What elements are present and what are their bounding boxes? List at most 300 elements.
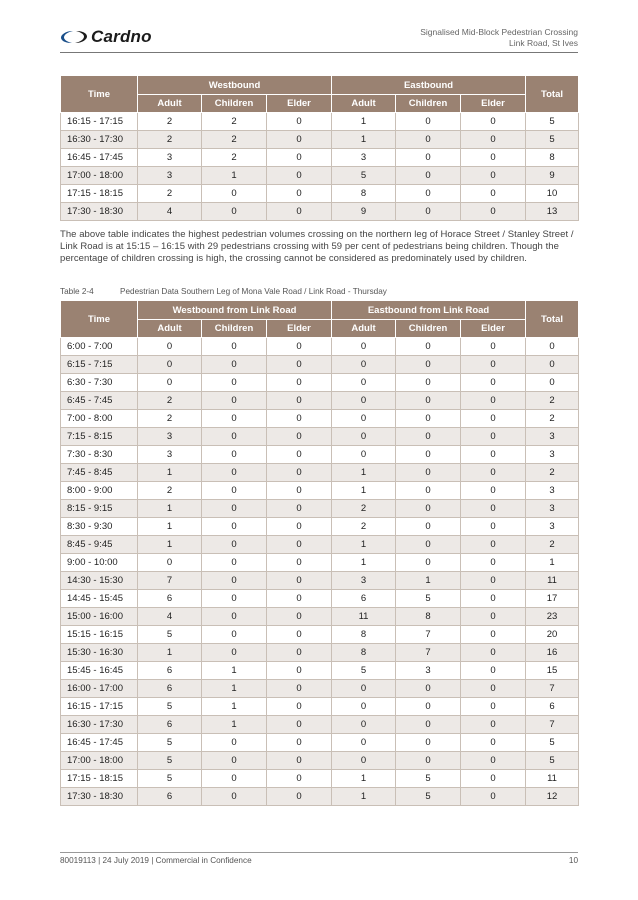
column-header-total: Total (526, 301, 579, 338)
count-cell: 0 (332, 374, 396, 392)
count-cell: 0 (202, 518, 267, 536)
count-cell: 5 (138, 626, 202, 644)
table-row (61, 338, 579, 356)
count-cell: 11 (332, 608, 396, 626)
count-cell: 9 (332, 203, 396, 221)
count-cell: 0 (267, 185, 332, 203)
table-row (61, 752, 579, 770)
count-cell: 3 (138, 428, 202, 446)
count-cell: 8 (396, 608, 461, 626)
time-cell: 16:45 - 17:45 (61, 149, 138, 167)
time-cell: 6:30 - 7:30 (61, 374, 138, 392)
count-cell: 0 (332, 392, 396, 410)
table-row (61, 428, 579, 446)
count-cell: 5 (332, 662, 396, 680)
count-cell: 1 (202, 716, 267, 734)
table-row (61, 410, 579, 428)
column-group-westbound: Westbound (138, 76, 332, 95)
count-cell: 0 (396, 536, 461, 554)
count-cell: 0 (202, 410, 267, 428)
table-row (61, 716, 579, 734)
count-cell: 5 (396, 788, 461, 806)
time-cell: 7:45 - 8:45 (61, 464, 138, 482)
count-cell: 2 (332, 518, 396, 536)
time-cell: 15:00 - 16:00 (61, 608, 138, 626)
count-cell: 6 (138, 662, 202, 680)
count-cell: 0 (202, 734, 267, 752)
count-cell: 3 (332, 572, 396, 590)
count-cell: 0 (267, 644, 332, 662)
table-body (61, 338, 579, 806)
count-cell: 0 (461, 374, 526, 392)
count-cell: 6 (138, 680, 202, 698)
count-cell: 0 (267, 590, 332, 608)
time-cell: 16:15 - 17:15 (61, 698, 138, 716)
count-cell: 0 (202, 608, 267, 626)
count-cell: 0 (461, 185, 526, 203)
footer-divider (60, 852, 578, 853)
count-cell: 0 (396, 203, 461, 221)
count-cell: 1 (138, 500, 202, 518)
count-cell: 0 (202, 338, 267, 356)
count-cell: 0 (461, 446, 526, 464)
count-cell: 0 (461, 788, 526, 806)
column-header-elder: Elder (461, 320, 526, 338)
count-cell: 0 (267, 482, 332, 500)
total-cell: 2 (526, 536, 579, 554)
table-row (61, 590, 579, 608)
column-header-children: Children (396, 95, 461, 113)
count-cell: 0 (461, 572, 526, 590)
count-cell: 0 (396, 149, 461, 167)
table-row (61, 131, 579, 149)
count-cell: 0 (202, 500, 267, 518)
count-cell: 0 (332, 338, 396, 356)
count-cell: 0 (461, 518, 526, 536)
time-cell: 6:45 - 7:45 (61, 392, 138, 410)
total-cell: 3 (526, 428, 579, 446)
count-cell: 0 (202, 392, 267, 410)
count-cell: 0 (202, 536, 267, 554)
count-cell: 0 (267, 626, 332, 644)
count-cell: 0 (396, 113, 461, 131)
total-cell: 1 (526, 554, 579, 572)
count-cell: 0 (332, 716, 396, 734)
count-cell: 1 (332, 482, 396, 500)
table-row (61, 644, 579, 662)
time-cell: 17:30 - 18:30 (61, 788, 138, 806)
count-cell: 0 (202, 356, 267, 374)
count-cell: 0 (332, 446, 396, 464)
count-cell: 0 (461, 131, 526, 149)
count-cell: 0 (138, 554, 202, 572)
count-cell: 0 (202, 770, 267, 788)
total-cell: 13 (526, 203, 579, 221)
count-cell: 0 (267, 770, 332, 788)
count-cell: 8 (332, 644, 396, 662)
total-cell: 16 (526, 644, 579, 662)
time-cell: 17:00 - 18:00 (61, 167, 138, 185)
count-cell: 0 (267, 608, 332, 626)
total-cell: 2 (526, 464, 579, 482)
count-cell: 0 (461, 203, 526, 221)
table-row (61, 203, 579, 221)
total-cell: 11 (526, 770, 579, 788)
page-footer (60, 856, 578, 865)
total-cell: 23 (526, 608, 579, 626)
total-cell: 15 (526, 662, 579, 680)
count-cell: 1 (332, 131, 396, 149)
table-row (61, 608, 579, 626)
time-cell: 14:30 - 15:30 (61, 572, 138, 590)
count-cell: 0 (396, 680, 461, 698)
count-cell: 0 (267, 149, 332, 167)
count-cell: 0 (461, 752, 526, 770)
time-cell: 16:30 - 17:30 (61, 716, 138, 734)
total-cell: 8 (526, 149, 579, 167)
count-cell: 0 (461, 149, 526, 167)
table-row (61, 788, 579, 806)
count-cell: 0 (461, 428, 526, 446)
count-cell: 0 (202, 446, 267, 464)
count-cell: 3 (332, 149, 396, 167)
count-cell: 0 (267, 518, 332, 536)
column-header-adult: Adult (138, 320, 202, 338)
count-cell: 0 (396, 410, 461, 428)
count-cell: 0 (202, 203, 267, 221)
count-cell: 0 (396, 446, 461, 464)
count-cell: 5 (396, 770, 461, 788)
count-cell: 0 (332, 734, 396, 752)
count-cell: 0 (461, 113, 526, 131)
count-cell: 0 (202, 185, 267, 203)
table-row (61, 626, 579, 644)
time-cell: 7:30 - 8:30 (61, 446, 138, 464)
count-cell: 8 (332, 185, 396, 203)
count-cell: 0 (461, 698, 526, 716)
count-cell: 0 (461, 608, 526, 626)
column-header-elder: Elder (267, 320, 332, 338)
time-cell: 16:45 - 17:45 (61, 734, 138, 752)
time-cell: 7:15 - 8:15 (61, 428, 138, 446)
count-cell: 1 (138, 644, 202, 662)
column-header-elder: Elder (267, 95, 332, 113)
table-row (61, 698, 579, 716)
total-cell: 5 (526, 131, 579, 149)
count-cell: 0 (461, 554, 526, 572)
count-cell: 0 (461, 662, 526, 680)
count-cell: 0 (461, 734, 526, 752)
time-cell: 8:00 - 9:00 (61, 482, 138, 500)
table-body (61, 113, 579, 221)
count-cell: 5 (138, 698, 202, 716)
count-cell: 0 (202, 554, 267, 572)
column-group-eastbound: Eastbound (332, 76, 526, 95)
time-cell: 8:30 - 9:30 (61, 518, 138, 536)
count-cell: 1 (396, 572, 461, 590)
count-cell: 5 (396, 590, 461, 608)
count-cell: 2 (138, 482, 202, 500)
time-cell: 9:00 - 10:00 (61, 554, 138, 572)
count-cell: 1 (332, 770, 396, 788)
count-cell: 0 (267, 554, 332, 572)
count-cell: 2 (332, 500, 396, 518)
count-cell: 0 (396, 698, 461, 716)
count-cell: 0 (138, 356, 202, 374)
count-cell: 0 (396, 554, 461, 572)
total-cell: 9 (526, 167, 579, 185)
count-cell: 0 (461, 626, 526, 644)
count-cell: 0 (267, 464, 332, 482)
count-cell: 6 (332, 590, 396, 608)
column-header-elder: Elder (461, 95, 526, 113)
count-cell: 8 (332, 626, 396, 644)
table-row (61, 392, 579, 410)
count-cell: 1 (332, 536, 396, 554)
count-cell: 0 (461, 716, 526, 734)
count-cell: 2 (138, 131, 202, 149)
table-row (61, 374, 579, 392)
document-title-line-2: Link Road, St Ives (509, 38, 578, 48)
table-caption-text: Pedestrian Data Southern Leg of Mona Vale Road / Link Road - Thursday (120, 287, 387, 296)
cardno-logo (60, 27, 152, 47)
count-cell: 0 (267, 500, 332, 518)
count-cell: 2 (202, 131, 267, 149)
count-cell: 1 (332, 788, 396, 806)
count-cell: 0 (396, 356, 461, 374)
count-cell: 0 (332, 410, 396, 428)
count-cell: 0 (461, 644, 526, 662)
count-cell: 0 (461, 590, 526, 608)
time-cell: 17:30 - 18:30 (61, 203, 138, 221)
count-cell: 0 (138, 374, 202, 392)
time-cell: 17:15 - 18:15 (61, 770, 138, 788)
count-cell: 4 (138, 203, 202, 221)
pedestrian-table-southern (60, 300, 579, 806)
count-cell: 0 (267, 716, 332, 734)
column-group-eastbound: Eastbound from Link Road (332, 301, 526, 320)
count-cell: 0 (461, 392, 526, 410)
table-row (61, 446, 579, 464)
count-cell: 5 (138, 770, 202, 788)
count-cell: 1 (138, 518, 202, 536)
table-row (61, 554, 579, 572)
count-cell: 7 (138, 572, 202, 590)
count-cell: 0 (267, 698, 332, 716)
count-cell: 7 (396, 644, 461, 662)
count-cell: 0 (461, 464, 526, 482)
count-cell: 0 (332, 680, 396, 698)
count-cell: 0 (267, 572, 332, 590)
footer-text: 80019113 | 24 July 2019 | Commercial in Confidence (60, 856, 252, 865)
table-row (61, 518, 579, 536)
count-cell: 0 (267, 131, 332, 149)
count-cell: 0 (202, 428, 267, 446)
total-cell: 0 (526, 338, 579, 356)
count-cell: 0 (461, 338, 526, 356)
count-cell: 0 (396, 464, 461, 482)
count-cell: 3 (138, 167, 202, 185)
count-cell: 0 (267, 752, 332, 770)
count-cell: 1 (332, 113, 396, 131)
column-header-children: Children (396, 320, 461, 338)
count-cell: 0 (396, 374, 461, 392)
total-cell: 6 (526, 698, 579, 716)
count-cell: 0 (267, 788, 332, 806)
column-header-children: Children (202, 320, 267, 338)
count-cell: 0 (396, 167, 461, 185)
column-header-adult: Adult (332, 95, 396, 113)
count-cell: 0 (202, 482, 267, 500)
total-cell: 2 (526, 410, 579, 428)
time-cell: 15:15 - 16:15 (61, 626, 138, 644)
table-row (61, 734, 579, 752)
total-cell: 7 (526, 716, 579, 734)
count-cell: 0 (396, 752, 461, 770)
column-header-time: Time (61, 301, 138, 338)
count-cell: 0 (396, 338, 461, 356)
count-cell: 0 (396, 185, 461, 203)
cardno-swoosh-icon (60, 29, 88, 45)
table-caption-number: Table 2-4 (60, 287, 94, 296)
count-cell: 3 (396, 662, 461, 680)
count-cell: 1 (138, 536, 202, 554)
count-cell: 6 (138, 590, 202, 608)
count-cell: 2 (138, 185, 202, 203)
time-cell: 8:15 - 9:15 (61, 500, 138, 518)
column-header-children: Children (202, 95, 267, 113)
count-cell: 2 (202, 149, 267, 167)
table-row (61, 572, 579, 590)
count-cell: 0 (202, 788, 267, 806)
count-cell: 6 (138, 788, 202, 806)
total-cell: 12 (526, 788, 579, 806)
count-cell: 0 (396, 392, 461, 410)
time-cell: 14:45 - 15:45 (61, 590, 138, 608)
table-row (61, 482, 579, 500)
table-row (61, 149, 579, 167)
column-group-westbound: Westbound from Link Road (138, 301, 332, 320)
table-caption (60, 287, 387, 296)
time-cell: 16:30 - 17:30 (61, 131, 138, 149)
column-header-adult: Adult (332, 320, 396, 338)
count-cell: 0 (461, 167, 526, 185)
count-cell: 0 (267, 356, 332, 374)
table-row (61, 536, 579, 554)
count-cell: 2 (202, 113, 267, 131)
count-cell: 2 (138, 392, 202, 410)
table-row (61, 500, 579, 518)
total-cell: 3 (526, 446, 579, 464)
total-cell: 20 (526, 626, 579, 644)
count-cell: 0 (267, 203, 332, 221)
document-title-line-1: Signalised Mid-Block Pedestrian Crossing (420, 27, 578, 37)
count-cell: 0 (396, 716, 461, 734)
count-cell: 0 (267, 374, 332, 392)
count-cell: 0 (202, 626, 267, 644)
count-cell: 3 (138, 149, 202, 167)
count-cell: 0 (267, 167, 332, 185)
table-row (61, 185, 579, 203)
count-cell: 1 (202, 680, 267, 698)
total-cell: 3 (526, 500, 579, 518)
column-header-time: Time (61, 76, 138, 113)
document-title (420, 27, 578, 49)
count-cell: 0 (396, 482, 461, 500)
column-header-total: Total (526, 76, 579, 113)
header-divider (60, 52, 578, 53)
body-paragraph: The above table indicates the highest pedestrian volumes crossing on the northern leg of Horace Street / Stanley Street / Link Road is at 15:15 – 16:15 with 29 pedestrians crossing with 59 per cent of pedestrians being children. Though the percentage of children crossing is high, the crossing cannot be considered as predominately used by children. (60, 229, 574, 264)
count-cell: 0 (332, 356, 396, 374)
total-cell: 17 (526, 590, 579, 608)
count-cell: 0 (267, 536, 332, 554)
time-cell: 15:30 - 16:30 (61, 644, 138, 662)
count-cell: 4 (138, 608, 202, 626)
time-cell: 15:45 - 16:45 (61, 662, 138, 680)
count-cell: 0 (202, 644, 267, 662)
total-cell: 3 (526, 518, 579, 536)
count-cell: 0 (396, 131, 461, 149)
total-cell: 0 (526, 374, 579, 392)
count-cell: 0 (138, 338, 202, 356)
count-cell: 1 (202, 662, 267, 680)
count-cell: 0 (332, 428, 396, 446)
count-cell: 0 (461, 410, 526, 428)
total-cell: 2 (526, 392, 579, 410)
count-cell: 0 (332, 752, 396, 770)
pedestrian-table-northern (60, 75, 579, 221)
count-cell: 0 (267, 428, 332, 446)
count-cell: 5 (138, 734, 202, 752)
count-cell: 0 (202, 752, 267, 770)
total-cell: 3 (526, 482, 579, 500)
count-cell: 3 (138, 446, 202, 464)
logo-wordmark: Cardno (91, 27, 152, 46)
count-cell: 5 (332, 167, 396, 185)
time-cell: 16:15 - 17:15 (61, 113, 138, 131)
count-cell: 1 (202, 167, 267, 185)
count-cell: 2 (138, 410, 202, 428)
count-cell: 0 (202, 464, 267, 482)
total-cell: 5 (526, 734, 579, 752)
count-cell: 0 (396, 518, 461, 536)
count-cell: 0 (396, 428, 461, 446)
time-cell: 7:00 - 8:00 (61, 410, 138, 428)
table-row (61, 464, 579, 482)
total-cell: 10 (526, 185, 579, 203)
time-cell: 8:45 - 9:45 (61, 536, 138, 554)
total-cell: 11 (526, 572, 579, 590)
count-cell: 0 (202, 590, 267, 608)
time-cell: 6:00 - 7:00 (61, 338, 138, 356)
total-cell: 0 (526, 356, 579, 374)
total-cell: 7 (526, 680, 579, 698)
count-cell: 5 (138, 752, 202, 770)
count-cell: 0 (267, 662, 332, 680)
count-cell: 0 (461, 770, 526, 788)
table-row (61, 167, 579, 185)
count-cell: 1 (202, 698, 267, 716)
table-row (61, 356, 579, 374)
count-cell: 0 (267, 410, 332, 428)
column-header-adult: Adult (138, 95, 202, 113)
count-cell: 0 (396, 734, 461, 752)
count-cell: 0 (461, 500, 526, 518)
count-cell: 1 (138, 464, 202, 482)
count-cell: 0 (267, 446, 332, 464)
count-cell: 0 (267, 113, 332, 131)
count-cell: 1 (332, 554, 396, 572)
